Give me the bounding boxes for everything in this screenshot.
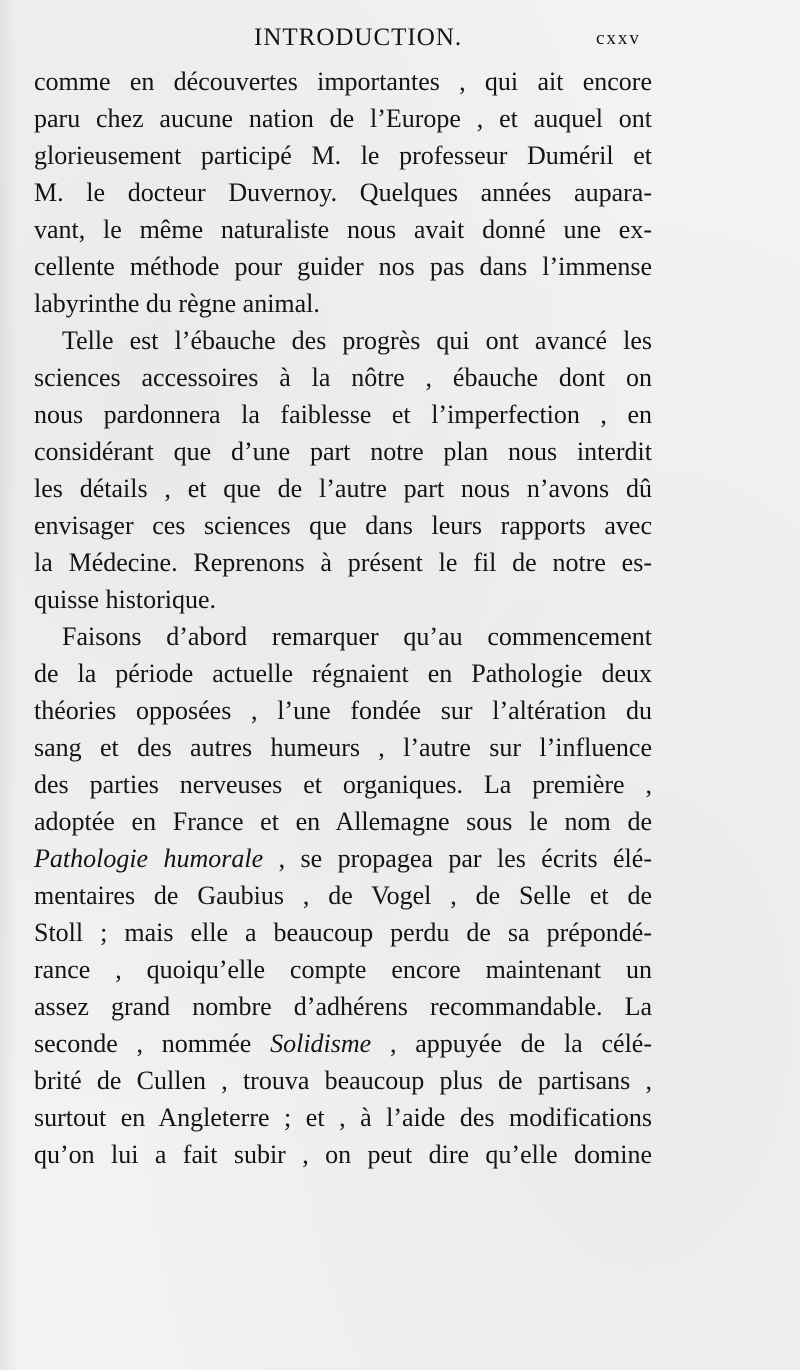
- italic-term: Solidisme: [270, 1029, 372, 1058]
- text-segment: Faisons d’abord remarquer qu’au commencement: [62, 622, 652, 651]
- text-segment: rance , quoiqu’elle compte encore maintenant un: [34, 955, 652, 984]
- text-line: [34, 692, 652, 729]
- text-segment: labyrinthe du règne animal.: [34, 289, 320, 318]
- paragraph: [34, 322, 652, 618]
- text-segment: considérant que d’une part notre plan nous interdit: [34, 437, 652, 466]
- text-segment: glorieusement participé M. le professeur Duméril et: [34, 141, 652, 170]
- text-line: [34, 803, 652, 840]
- text-line: [34, 1025, 652, 1062]
- text-segment: nous pardonnera la faiblesse et l’imperfection , en: [34, 400, 652, 429]
- text-line: [34, 877, 652, 914]
- text-segment: des parties nerveuses et organiques. La première ,: [34, 770, 652, 799]
- running-head: [0, 24, 800, 64]
- text-line: [34, 840, 652, 877]
- text-line: [34, 914, 652, 951]
- text-segment: Telle est l’ébauche des progrès qui ont avancé les: [62, 326, 652, 355]
- page-number: cxxv: [596, 28, 641, 49]
- text-line: [34, 581, 652, 618]
- text-segment: mentaires de Gaubius , de Vogel , de Selle et de: [34, 881, 652, 910]
- text-line: [34, 63, 652, 100]
- text-line: [34, 766, 652, 803]
- text-segment: la Médecine. Reprenons à présent le fil de notre es-: [34, 548, 652, 577]
- text-segment: sciences accessoires à la nôtre , ébauche dont on: [34, 363, 652, 392]
- text-segment: M. le docteur Duvernoy. Quelques années aupara-: [34, 178, 652, 207]
- text-line: [34, 618, 652, 655]
- text-segment: paru chez aucune nation de l’Europe , et auquel ont: [34, 104, 652, 133]
- text-line: [34, 248, 652, 285]
- text-line: [34, 1136, 652, 1173]
- text-segment: seconde , nommée: [34, 1029, 271, 1058]
- text-segment: , se propagea par les écrits élé-: [263, 844, 652, 873]
- text-line: [34, 655, 652, 692]
- text-line: [34, 396, 652, 433]
- text-line: [34, 729, 652, 766]
- text-segment: , appuyée de la célé-: [371, 1029, 652, 1058]
- text-line: [34, 100, 652, 137]
- text-segment: brité de Cullen , trouva beaucoup plus de partisans ,: [34, 1066, 652, 1095]
- paragraph: [34, 63, 652, 322]
- text-segment: comme en découvertes importantes , qui ait encore: [34, 67, 652, 96]
- text-segment: surtout en Angleterre ; et , à l’aide des modifications: [34, 1103, 652, 1132]
- paragraph: [34, 618, 652, 1173]
- text-line: [34, 951, 652, 988]
- text-line: [34, 507, 652, 544]
- text-segment: assez grand nombre d’adhérens recommandable. La: [34, 992, 652, 1021]
- text-line: [34, 1099, 652, 1136]
- running-title: INTRODUCTION.: [254, 24, 463, 51]
- text-segment: les détails , et que de l’autre part nous n’avons dû: [34, 474, 652, 503]
- text-segment: de la période actuelle régnaient en Pathologie deux: [34, 659, 652, 688]
- text-line: [34, 211, 652, 248]
- text-line: [34, 322, 652, 359]
- text-segment: Stoll ; mais elle a beaucoup perdu de sa prépondé-: [34, 918, 652, 947]
- text-segment: cellente méthode pour guider nos pas dans l’immense: [34, 252, 652, 281]
- text-line: [34, 285, 652, 322]
- text-segment: qu’on lui a fait subir , on peut dire qu’elle domine: [34, 1140, 652, 1169]
- text-line: [34, 1062, 652, 1099]
- text-line: [34, 470, 652, 507]
- text-segment: quisse historique.: [34, 585, 216, 614]
- text-line: [34, 137, 652, 174]
- text-segment: vant, le même naturaliste nous avait donné une ex-: [34, 215, 652, 244]
- text-segment: théories opposées , l’une fondée sur l’altération du: [34, 696, 652, 725]
- text-line: [34, 359, 652, 396]
- text-segment: adoptée en France et en Allemagne sous le nom de: [34, 807, 652, 836]
- body-text: [34, 63, 652, 1173]
- text-line: [34, 988, 652, 1025]
- italic-term: Pathologie humorale: [34, 844, 264, 873]
- text-segment: sang et des autres humeurs , l’autre sur l’influence: [34, 733, 652, 762]
- text-line: [34, 433, 652, 470]
- text-line: [34, 544, 652, 581]
- text-segment: envisager ces sciences que dans leurs rapports avec: [34, 511, 652, 540]
- text-line: [34, 174, 652, 211]
